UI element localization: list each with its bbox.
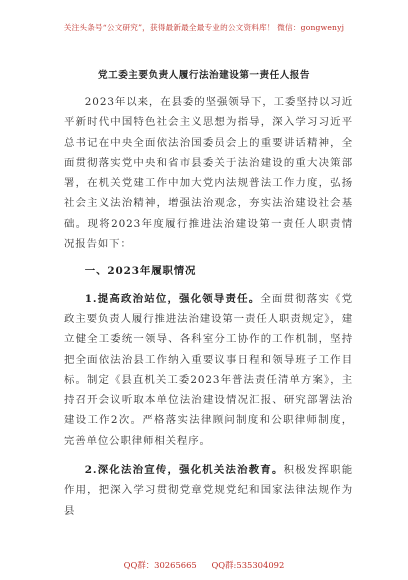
- item-2-lead: 2.深化法治宣传，强化机关法治教育。: [84, 464, 284, 477]
- item-2-text: 积极发挥职能作用，把深入学习贯彻党章党规党纪和国家法律法规作为县: [64, 464, 353, 517]
- footer-qq-group-1: QQ群：30265665: [123, 560, 197, 570]
- item-1-text: 全面贯彻落实《党政主要负责人履行推进法治建设第一责任人职责规定》，建立健全工委统一领导、各科室分工协作的工作机制，坚持把全面依法治县工作纳入重要议事日程和领导班子工作目标。制定《县直机关工委2023年普法责任清单方案》，主持召开会议听取本单位法治建设情况汇报、研究部署法治建设工作2次。严格落实法律顾问制度和公职律师制度，完善单位公职律师相关程序。: [64, 292, 353, 447]
- document-title: 党工委主要负责人履行法治建设第一责任人报告: [98, 70, 310, 81]
- section-heading-block: [64, 261, 353, 281]
- item-2-paragraph: [64, 460, 353, 521]
- document-body: [64, 92, 353, 521]
- section-heading: 一、2023年履职情况: [84, 265, 197, 278]
- item-1-paragraph: [64, 289, 353, 451]
- header-promo-banner: 关注头条号“公文研究”，获得最新最全最专业的公文资料库！ 微信：gongwenyj: [63, 23, 345, 32]
- footer-qq-group-2: QQ群:535304092: [211, 560, 285, 570]
- item-1-lead: 1.提高政治站位，强化领导责任。: [84, 292, 261, 305]
- intro-paragraph: 2023年以来，在县委的坚强领导下，工委坚持以习近平新时代中国特色社会主义思想为指导，深入学习习近平总书记在中央全面依法治国委员会上的重要讲话精神，全面贯彻落实党中央和省市县委关于法治建设的重大决策部署，在机关党建工作中加大党内法规普法工作力度，弘扬社会主义法治精神，增强法治观念，夯实法治建设社会基础。现将2023年度履行推进法治建设第一责任人职责情况报告如下：: [64, 96, 353, 251]
- footer-contact: [0, 559, 408, 571]
